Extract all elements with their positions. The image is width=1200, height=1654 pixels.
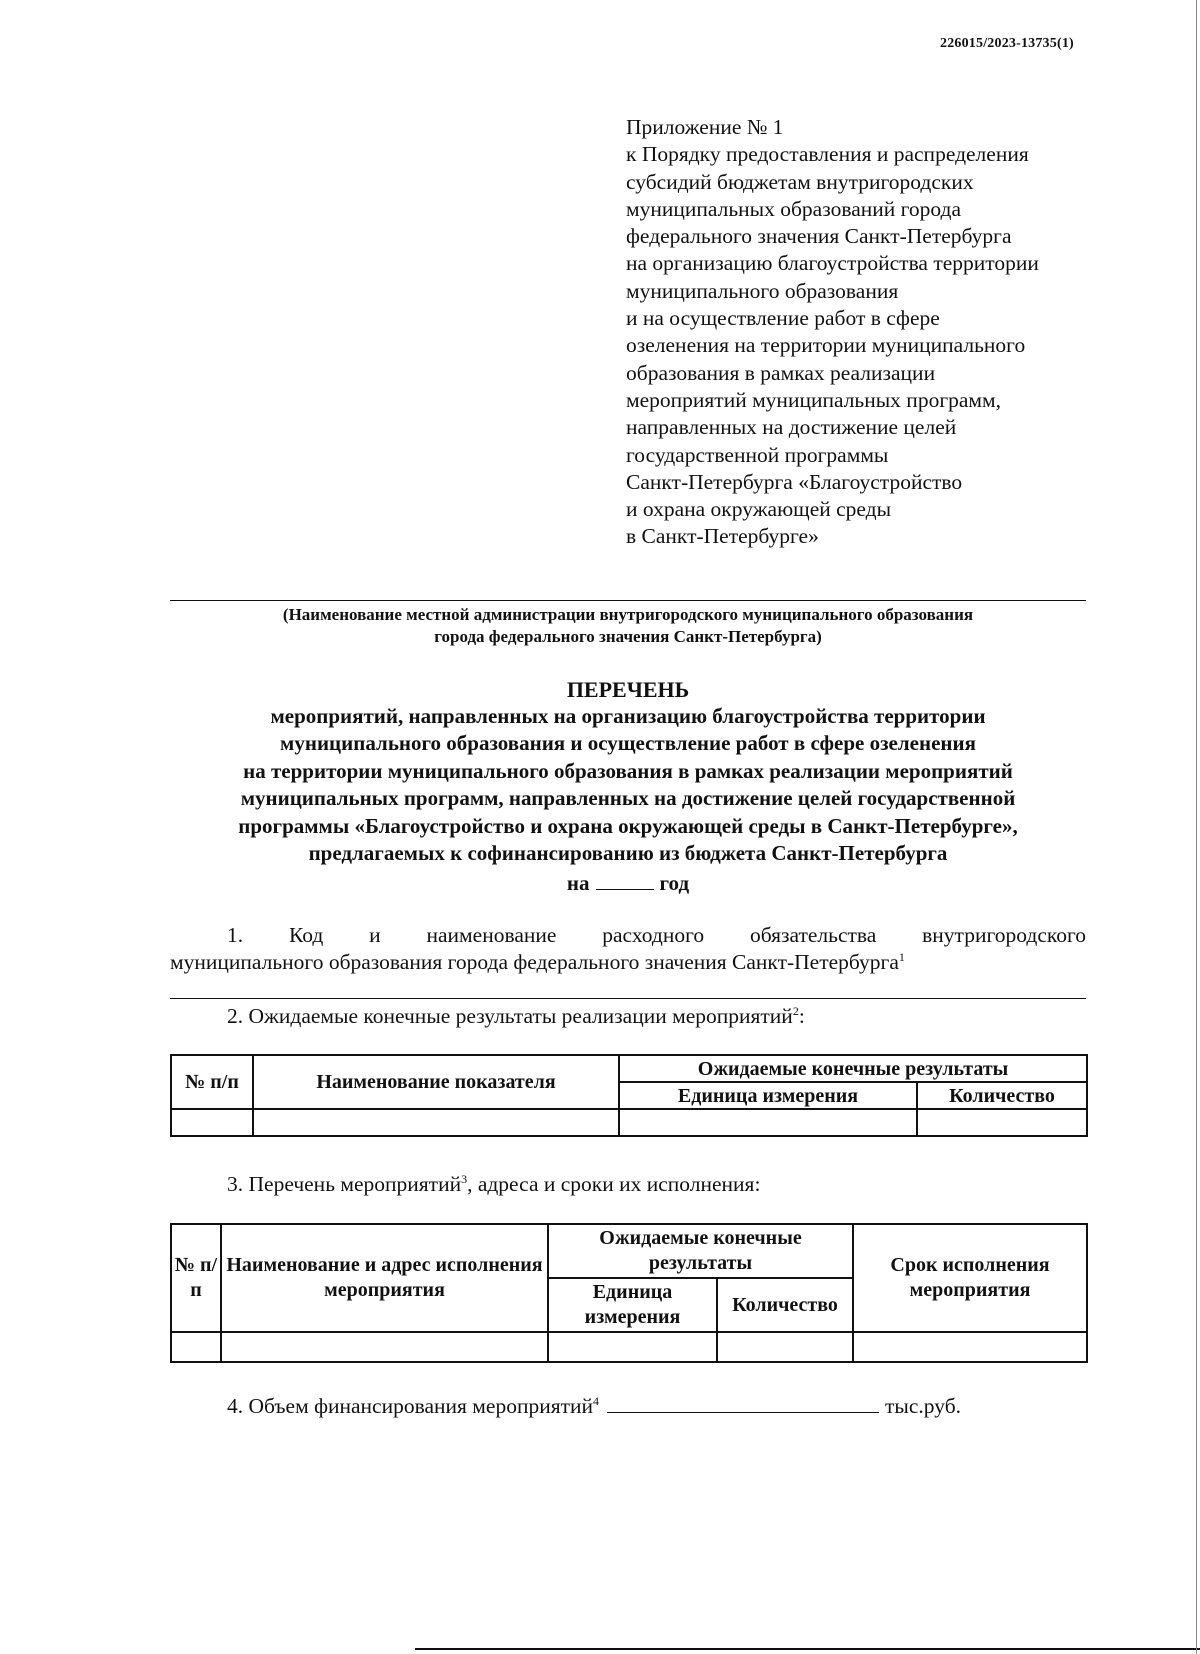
appendix-block [626, 114, 1106, 551]
table-cell[interactable] [253, 1109, 619, 1136]
page-bottom-rule [415, 1648, 1200, 1650]
financing-amount-field[interactable] [607, 1392, 879, 1413]
section-4-text: 4. Объем финансирования мероприятий [227, 1394, 594, 1418]
table-row [171, 1109, 1087, 1136]
section-3-heading [227, 1171, 760, 1198]
expense-code-field-line[interactable] [170, 998, 1086, 999]
column-header-quantity: Количество [717, 1278, 853, 1332]
column-header-indicator: Наименование показателя [253, 1055, 619, 1109]
column-group-expected-results: Ожидаемые конечные результаты [619, 1055, 1087, 1082]
admin-caption-line: города федерального значения Санкт-Петербурга) [434, 627, 822, 646]
appendix-line: и охрана окружающей среды [626, 497, 892, 522]
section-1-line-2-text: муниципального образования города федерального значения Санкт-Петербурга [170, 950, 899, 974]
footnote-2: 2 [792, 1003, 799, 1018]
title-line: на территории муниципального образования в рамках реализации мероприятий [243, 758, 1013, 783]
appendix-line: федерального значения Санкт-Петербурга [626, 224, 1012, 249]
column-header-unit: Единица измерения [548, 1278, 717, 1332]
section-1-line-1: 1. Код и наименование расходного обязательства внутригородского [227, 923, 1086, 947]
admin-name-field-line [170, 600, 1086, 601]
footnote-1: 1 [898, 949, 905, 964]
section-2-heading [227, 1003, 805, 1030]
year-prefix: на [566, 871, 590, 896]
table-cell[interactable] [619, 1109, 917, 1136]
section-2-colon: : [798, 1004, 805, 1028]
column-header-num: № п/п [171, 1224, 221, 1332]
appendix-line: направленных на достижение целей [626, 415, 957, 440]
appendix-line: муниципального образования [626, 278, 899, 303]
column-header-term: Срок исполнения мероприятия [853, 1224, 1087, 1332]
title-line: мероприятий, направленных на организацию благоустройства территории [270, 704, 986, 728]
title-year-line [150, 867, 1106, 897]
table-cell[interactable] [853, 1332, 1087, 1362]
appendix-line: на организацию благоустройства территории [626, 251, 1039, 276]
footnote-3: 3 [461, 1171, 468, 1186]
appendix-line: субсидий бюджетам внутригородских [626, 169, 974, 194]
table-cell[interactable] [221, 1332, 548, 1362]
section-1-line-2 [170, 949, 1086, 976]
year-blank-field[interactable] [596, 867, 654, 890]
activities-table [170, 1223, 1088, 1363]
column-header-activity: Наименование и адрес исполнения мероприятия [221, 1224, 548, 1332]
appendix-line: в Санкт-Петербурге» [626, 524, 819, 549]
document-title [150, 676, 1106, 898]
financing-unit: тыс.руб. [885, 1394, 962, 1418]
table-cell[interactable] [717, 1332, 853, 1362]
appendix-line: государственной программы [626, 442, 889, 467]
appendix-line: к Порядку предоставления и распределения [626, 142, 1029, 167]
appendix-line: Санкт-Петербурга «Благоустройство [626, 469, 963, 494]
document-id: 226015/2023-13735(1) [940, 36, 1074, 51]
title-line: муниципального образования и осуществление работ в сфере озеленения [280, 731, 976, 756]
title-heading: ПЕРЕЧЕНЬ [566, 677, 690, 702]
section-3-text: 3. Перечень мероприятий [227, 1172, 462, 1196]
table-header-row [171, 1055, 1087, 1082]
title-line: предлагаемых к софинансированию из бюджета Санкт-Петербурга [308, 841, 948, 866]
section-1 [170, 922, 1086, 976]
appendix-line: мероприятий муниципальных программ, [626, 387, 1002, 412]
appendix-line: Приложение № 1 [626, 115, 784, 139]
column-header-num: № п/п [171, 1055, 253, 1109]
table-row [171, 1332, 1087, 1362]
appendix-line: и на осуществление работ в сфере [626, 306, 940, 331]
appendix-line: образования в рамках реализации [626, 360, 936, 385]
footnote-4: 4 [593, 1393, 600, 1408]
table-cell[interactable] [548, 1332, 717, 1362]
appendix-line: муниципальных образований города [626, 196, 962, 221]
table-cell[interactable] [917, 1109, 1087, 1136]
title-line: муниципальных программ, направленных на достижение целей государственной [240, 786, 1016, 811]
column-header-unit: Единица измерения [619, 1082, 917, 1109]
column-group-expected-results: Ожидаемые конечные результаты [548, 1224, 853, 1278]
column-header-quantity: Количество [917, 1082, 1087, 1109]
appendix-line: озеленения на территории муниципального [626, 333, 1026, 358]
results-table [170, 1054, 1088, 1137]
table-cell[interactable] [171, 1109, 253, 1136]
year-suffix: год [659, 871, 690, 896]
section-2-text: 2. Ожидаемые конечные результаты реализации мероприятий [227, 1004, 793, 1028]
section-4-financing [227, 1392, 961, 1420]
admin-name-caption [170, 604, 1086, 648]
table-header-row [171, 1224, 1087, 1278]
table-cell[interactable] [171, 1332, 221, 1362]
title-line: программы «Благоустройство и охрана окружающей среды в Санкт-Петербурге», [238, 813, 1018, 838]
scan-edge [1196, 0, 1197, 1654]
admin-caption-line: (Наименование местной администрации внутригородского муниципального образования [282, 605, 974, 624]
section-3-rest: , адреса и сроки их исполнения: [467, 1172, 761, 1196]
